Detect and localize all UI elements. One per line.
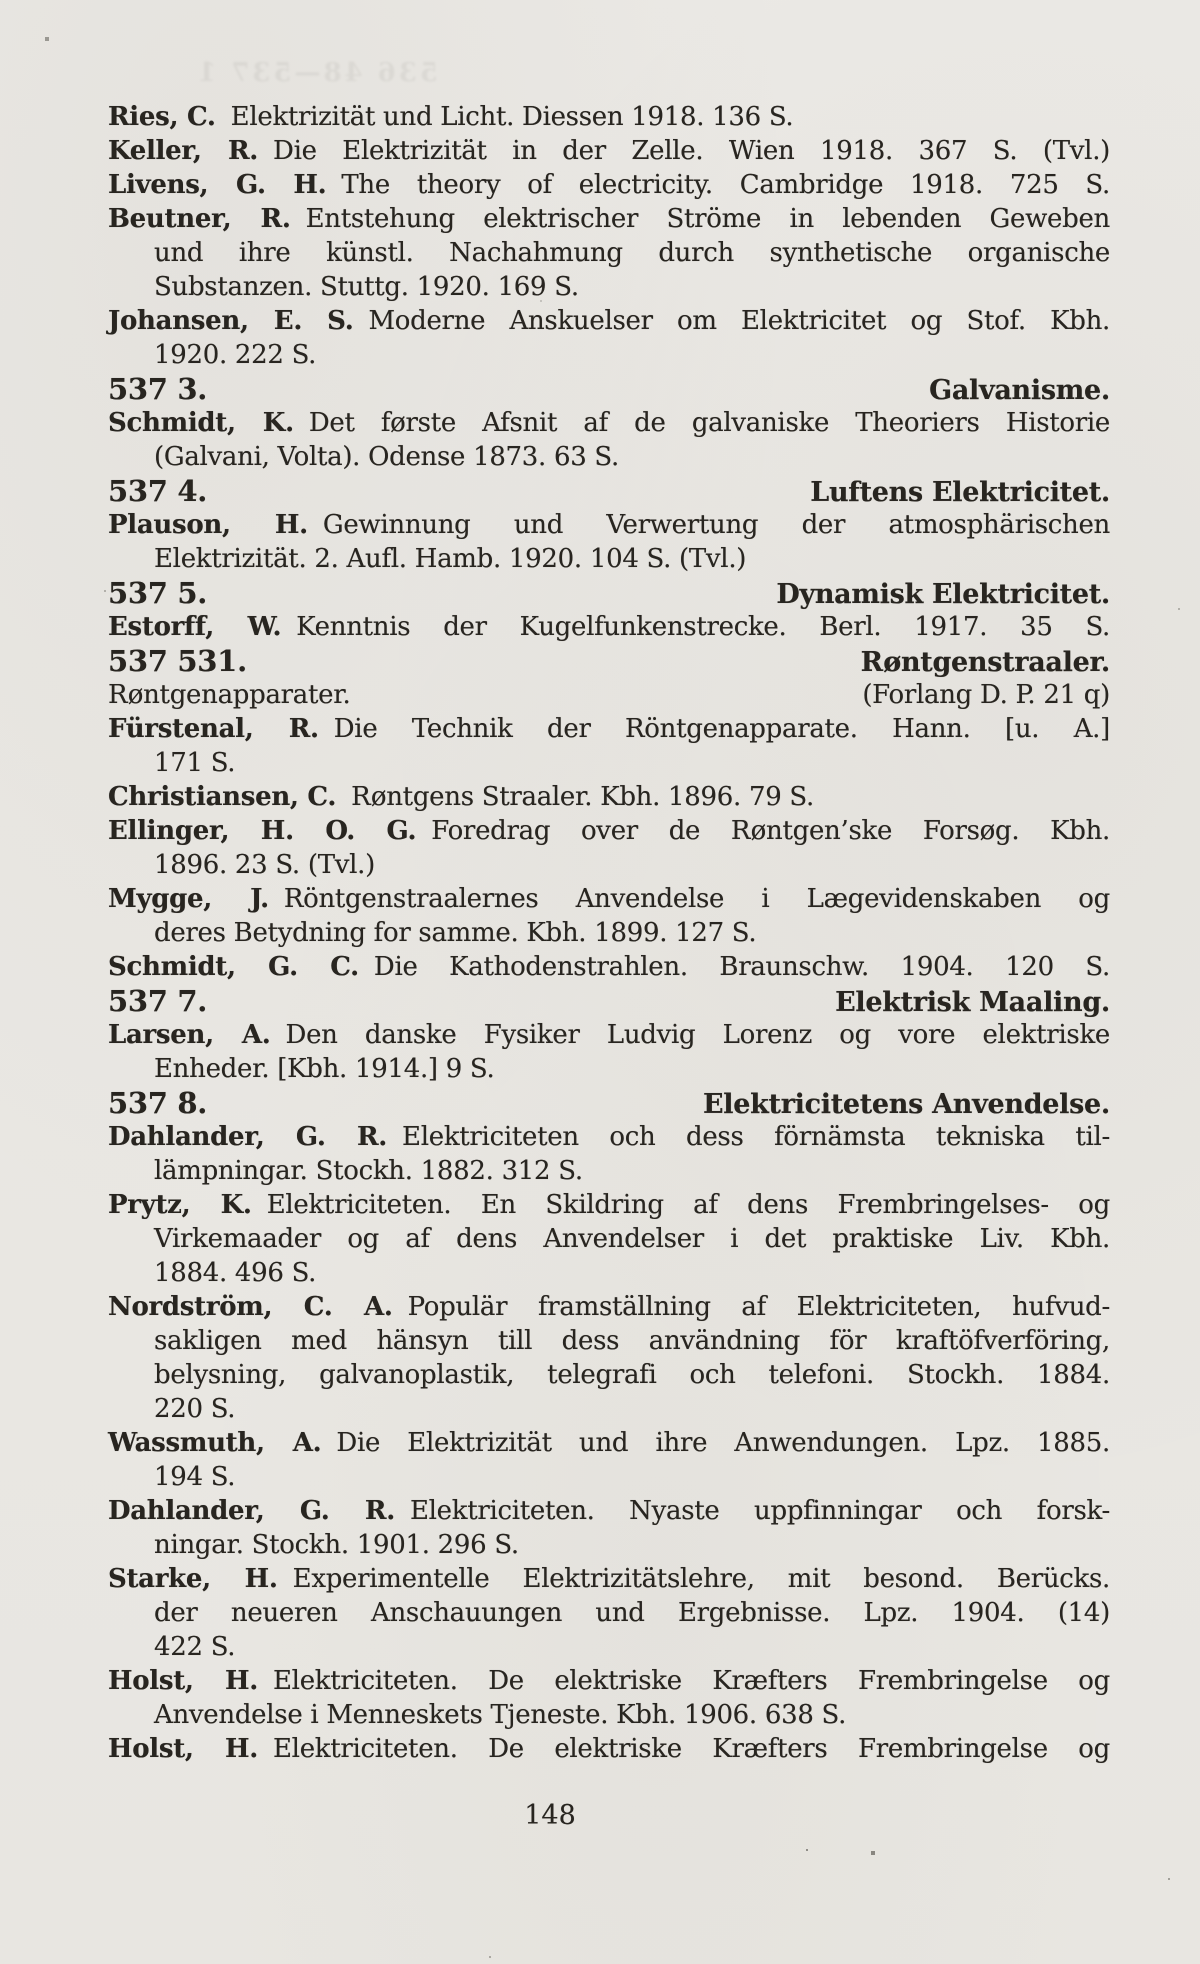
entry-line: Holst, H. Elektriciteten. De elektriske Kræfters Frembringelse og <box>108 1734 1110 1764</box>
entry-author: Johansen, E. S. <box>108 306 354 336</box>
section-title: Røntgenstraaler. <box>860 647 1110 678</box>
entry-line: 1896. 23 S. (Tvl.) <box>154 850 375 880</box>
entry-author: Dahlander, G. R. <box>108 1122 388 1152</box>
entry-line: Virkemaader og af dens Anvendelser i det praktiske Liv. Kbh. <box>154 1224 1110 1254</box>
section-number: 537 7. <box>108 984 208 1018</box>
entry-line: Johansen, E. S. Moderne Anskuelser om Elektricitet og Stof. Kbh. <box>108 306 1110 336</box>
entry-line: Fürstenal, R. Die Technik der Röntgenapparate. Hann. [u. A.] <box>108 714 1110 744</box>
classification-heading <box>108 1086 1110 1120</box>
entry-line: lämpningar. Stockh. 1882. 312 S. <box>154 1156 583 1186</box>
entry-line: ningar. Stockh. 1901. 296 S. <box>154 1530 519 1560</box>
entry-line: Elektrizität. 2. Aufl. Hamb. 1920. 104 S. (Tvl.) <box>154 544 747 574</box>
entry-line: 171 S. <box>154 748 236 778</box>
entry-line: Starke, H. Experimentelle Elektrizitätslehre, mit besond. Berücks. <box>108 1564 1111 1594</box>
entry-line: sakligen med hänsyn till dess användning för kraftöfverföring, <box>154 1326 1110 1356</box>
entry-line: (Galvani, Volta). Odense 1873. 63 S. <box>154 442 619 472</box>
entry-author: Fürstenal, R. <box>108 714 319 744</box>
section-title: Luftens Elektricitet. <box>810 477 1110 508</box>
section-title: Elektricitetens Anvendelse. <box>703 1089 1110 1120</box>
entry-author: Schmidt, K. <box>108 408 294 438</box>
entry-line: Livens, G. H. The theory of electricity. Cambridge 1918. 725 S. <box>108 170 1110 200</box>
classification-heading <box>108 644 1110 678</box>
entry-author: Prytz, K. <box>108 1190 252 1220</box>
entry-line: Ellinger, H. O. G. Foredrag over de Røntgen’ske Forsøg. Kbh. <box>108 816 1110 846</box>
section-number: 537 4. <box>108 474 208 508</box>
entry-line: 194 S. <box>154 1462 236 1492</box>
page-number: 148 <box>524 1800 576 1831</box>
entry-line: 422 S. <box>154 1632 236 1662</box>
section-number: 537 531. <box>108 644 247 678</box>
note-left-text: Røntgenapparater. <box>108 680 351 710</box>
entry-author: Wassmuth, A. <box>108 1428 322 1458</box>
entry-author: Christiansen, C. <box>108 782 337 812</box>
entry-line: Christiansen, C. Røntgens Straaler. Kbh. 1896. 79 S. <box>108 782 814 812</box>
entry-line: Substanzen. Stuttg. 1920. 169 S. <box>154 272 579 302</box>
entry-line: deres Betydning for samme. Kbh. 1899. 127 S. <box>154 918 757 948</box>
section-title: Dynamisk Elektricitet. <box>776 579 1110 610</box>
entry-line: der neueren Anschauungen und Ergebnisse. Lpz. 1904. (14) <box>154 1598 1110 1628</box>
bibliography-text-block <box>108 100 1110 1766</box>
entry-author: Starke, H. <box>108 1564 278 1594</box>
classification-heading <box>108 576 1110 610</box>
section-number: 537 8. <box>108 1086 208 1120</box>
entry-line: Estorff, W. Kenntnis der Kugelfunkenstrecke. Berl. 1917. 35 S. <box>108 612 1111 642</box>
bleed-through-text: 536 48—537 1 <box>195 58 438 88</box>
entry-line: Plauson, H. Gewinnung und Verwertung der atmosphärischen <box>108 510 1110 540</box>
classification-heading <box>108 984 1110 1018</box>
entry-author: Beutner, R. <box>108 204 291 234</box>
entry-line: Wassmuth, A. Die Elektrizität und ihre Anwendungen. Lpz. 1885. <box>108 1428 1110 1458</box>
entry-line: Larsen, A. Den danske Fysiker Ludvig Lorenz og vore elektriske <box>108 1020 1110 1050</box>
section-title: Galvanisme. <box>929 375 1110 406</box>
classification-heading <box>108 474 1110 508</box>
entry-author: Plauson, H. <box>108 510 308 540</box>
entry-line: Keller, R. Die Elektrizität in der Zelle. Wien 1918. 367 S. (Tvl.) <box>108 136 1111 166</box>
entry-line: Enheder. [Kbh. 1914.] 9 S. <box>154 1054 495 1084</box>
entry-author: Holst, H. <box>108 1734 258 1764</box>
entry-line: Dahlander, G. R. Elektriciteten och dess förnämsta tekniska til- <box>108 1122 1110 1152</box>
entry-line: Anvendelse i Menneskets Tjeneste. Kbh. 1906. 638 S. <box>154 1700 847 1730</box>
entry-line: Schmidt, G. C. Die Kathodenstrahlen. Braunschw. 1904. 120 S. <box>108 952 1110 982</box>
section-number: 537 3. <box>108 372 208 406</box>
entry-line: belysning, galvanoplastik, telegrafi och telefoni. Stockh. 1884. <box>154 1360 1110 1390</box>
entry-author: Livens, G. H. <box>108 170 327 200</box>
entry-author: Mygge, J. <box>108 884 269 914</box>
entry-line: und ihre künstl. Nachahmung durch synthetische organische <box>154 238 1110 268</box>
entry-line: 1920. 222 S. <box>154 340 317 370</box>
section-title: Elektrisk Maaling. <box>835 987 1110 1018</box>
section-number: 537 5. <box>108 576 208 610</box>
entry-line: Ries, C. Elektrizität und Licht. Diessen 1918. 136 S. <box>108 102 794 132</box>
entry-author: Holst, H. <box>108 1666 258 1696</box>
entry-author: Nordström, C. A. <box>108 1292 393 1322</box>
entry-line: Beutner, R. Entstehung elektrischer Ströme in lebenden Geweben <box>108 204 1110 234</box>
entry-line: Nordström, C. A. Populär framställning af Elektriciteten, hufvud- <box>108 1292 1110 1322</box>
entry-line: 1884. 496 S. <box>154 1258 317 1288</box>
entry-author: Dahlander, G. R. <box>108 1496 395 1526</box>
note-line <box>108 678 1110 712</box>
entry-line: 220 S. <box>154 1394 236 1424</box>
entry-line: Schmidt, K. Det første Afsnit af de galvaniske Theoriers Historie <box>108 408 1110 438</box>
entry-line: Holst, H. Elektriciteten. De elektriske Kræfters Frembringelse og <box>108 1666 1110 1696</box>
entry-author: Larsen, A. <box>108 1020 271 1050</box>
entry-author: Schmidt, G. C. <box>108 952 359 982</box>
paper-specks <box>0 0 2 2</box>
entry-author: Ries, C. <box>108 102 216 132</box>
entry-line: Prytz, K. Elektriciteten. En Skildring af dens Frembringelses- og <box>108 1190 1111 1220</box>
entry-author: Keller, R. <box>108 136 259 166</box>
entry-author: Ellinger, H. O. G. <box>108 816 417 846</box>
entry-author: Estorff, W. <box>108 612 282 642</box>
classification-heading <box>108 372 1110 406</box>
note-right-text: (Forlang D. P. 21 q) <box>862 680 1110 710</box>
entry-line: Mygge, J. Röntgenstraalernes Anvendelse i Lægevidenskaben og <box>108 884 1110 914</box>
entry-line: Dahlander, G. R. Elektriciteten. Nyaste uppfinningar och forsk- <box>108 1496 1111 1526</box>
